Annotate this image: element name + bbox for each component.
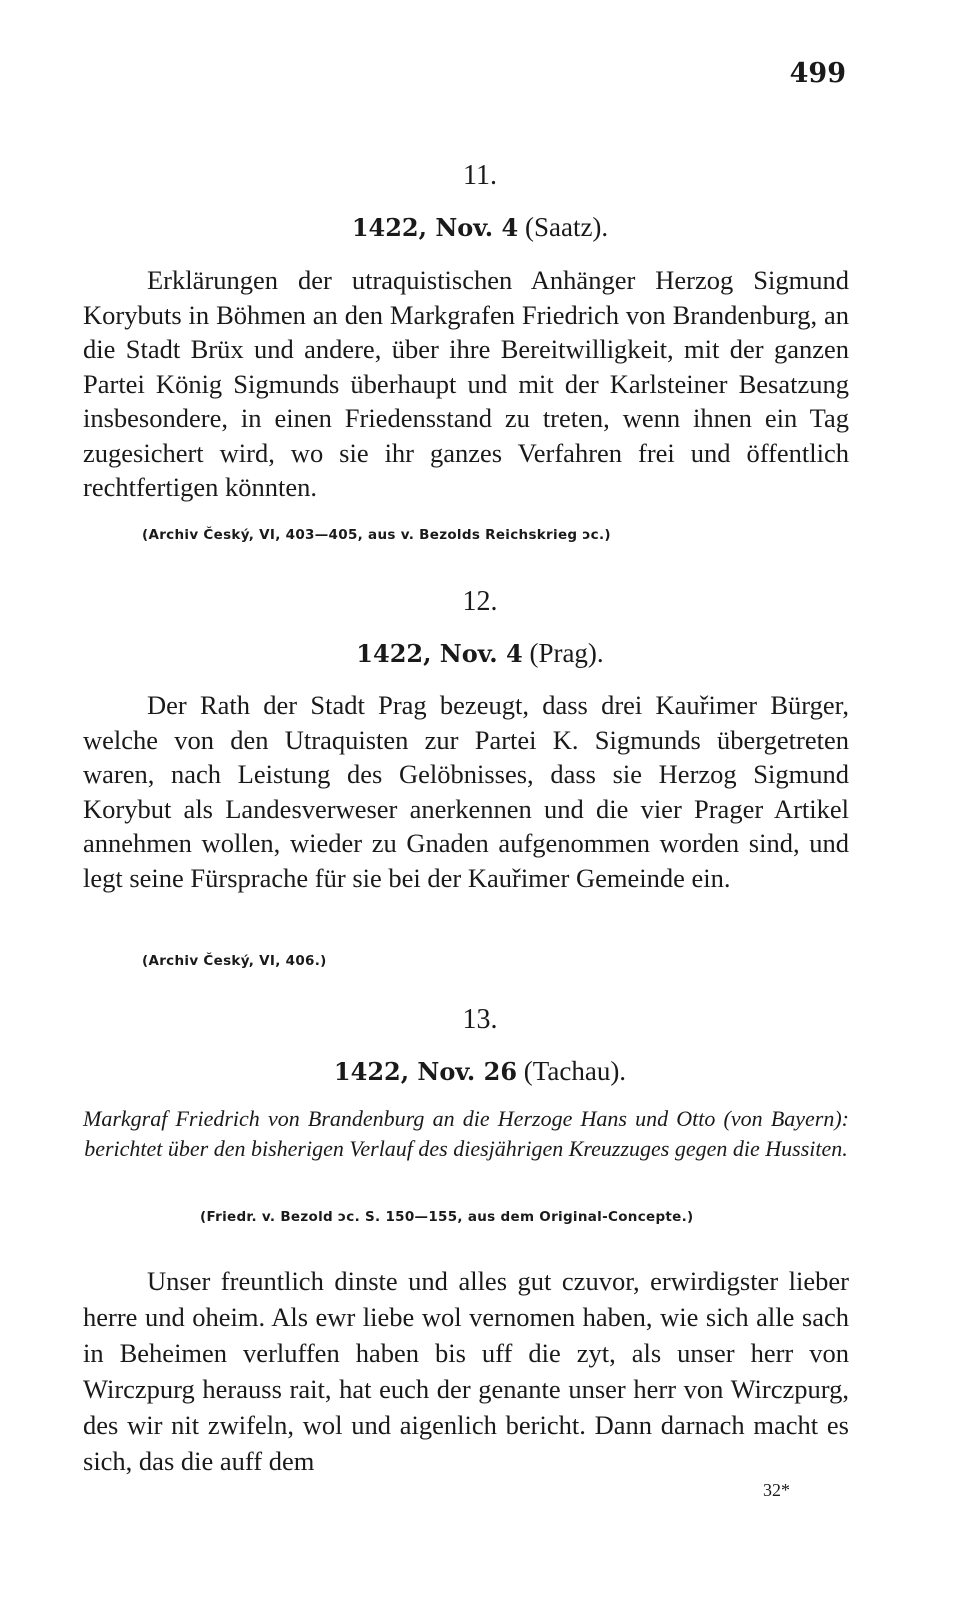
doc-11-number: 11. (463, 160, 497, 191)
sheet-signature: 32* (763, 1480, 790, 1500)
doc-13-place: (Tachau). (523, 1056, 627, 1086)
doc-13-source: (Friedr. v. Bezold ɔc. S. 150—155, aus dem Original-Concepte.) (200, 1209, 694, 1225)
doc-13-text: Unser freuntlich dinste und alles gut czuvor, erwirdigster lieber herre und oheim. Als ewr liebe wol vernomen haben, wie sich alle sach in Beheimen verluffen haben bis uff die zyt, als unser herr von Wirczpurg herauss rait, hat euch der genante unser herr von Wirczpurg, des wir nit zwifeln, wol und aigenlich bericht. Dann darnach macht es sich, das die auff dem (83, 1266, 849, 1476)
doc-12-number: 12. (462, 586, 498, 617)
doc-13-date-bold: 1422, Nov. 26 (333, 1057, 518, 1086)
doc-11-summary: Erklärungen der utraquistischen Anhänger Herzog Sigmund Korybuts in Böhmen an den Markgrafen Friedrich von Brandenburg, an die Stadt Brüx und andere, über ihre Bereitwilligkeit, mit der ganzen Partei König Sigmunds überhaupt und mit der Karlsteiner Besatzung insbesondere, in einen Friedensstand zu treten, wenn ihnen ein Tag zugesichert wird, wo sie ihr ganzes Verfahren frei und öffentlich rechtfertigen könnten. (83, 265, 849, 502)
doc-13-date (0, 1056, 960, 1087)
doc-12-date-bold: 1422, Nov. 4 (356, 639, 523, 668)
doc-11-date-bold: 1422, Nov. 4 (351, 213, 519, 242)
doc-13-text-block (83, 1263, 849, 1479)
doc-12-summary: Der Rath der Stadt Prag bezeugt, dass drei Kauřimer Bürger, welche von den Utraquisten zur Partei K. Sigmunds übergetreten waren, nach Leistung des Gelöbnisses, dass sie Herzog Sigmund Korybut als Landesverweser anerkennen und die vier Prager Artikel annehmen wollen, wieder zu Gnaden aufgenommen worden sind, und legt seine Fürsprache für sie bei der Kauřimer Gemeinde ein. (83, 690, 849, 893)
doc-12-source: (Archiv Český, VI, 406.) (142, 953, 327, 969)
doc-11-source: (Archiv Český, VI, 403—405, aus v. Bezolds Reichskrieg ɔc.) (142, 527, 611, 543)
doc-11-summary-block (83, 263, 849, 505)
doc-13-summary: Markgraf Friedrich von Brandenburg an die Herzoge Hans und Otto (von Bayern): berichtet über den bisherigen Verlauf des diesjährigen Kreuzzuges gegen die Hussiten. (83, 1106, 849, 1161)
doc-12-date (0, 638, 960, 669)
doc-12-summary-block (83, 688, 849, 895)
doc-11-place: (Saatz). (524, 212, 609, 242)
doc-13-number: 13. (462, 1004, 498, 1035)
doc-11-date (0, 212, 960, 243)
page-number: 499 (789, 58, 846, 89)
doc-12-place: (Prag). (529, 638, 604, 668)
